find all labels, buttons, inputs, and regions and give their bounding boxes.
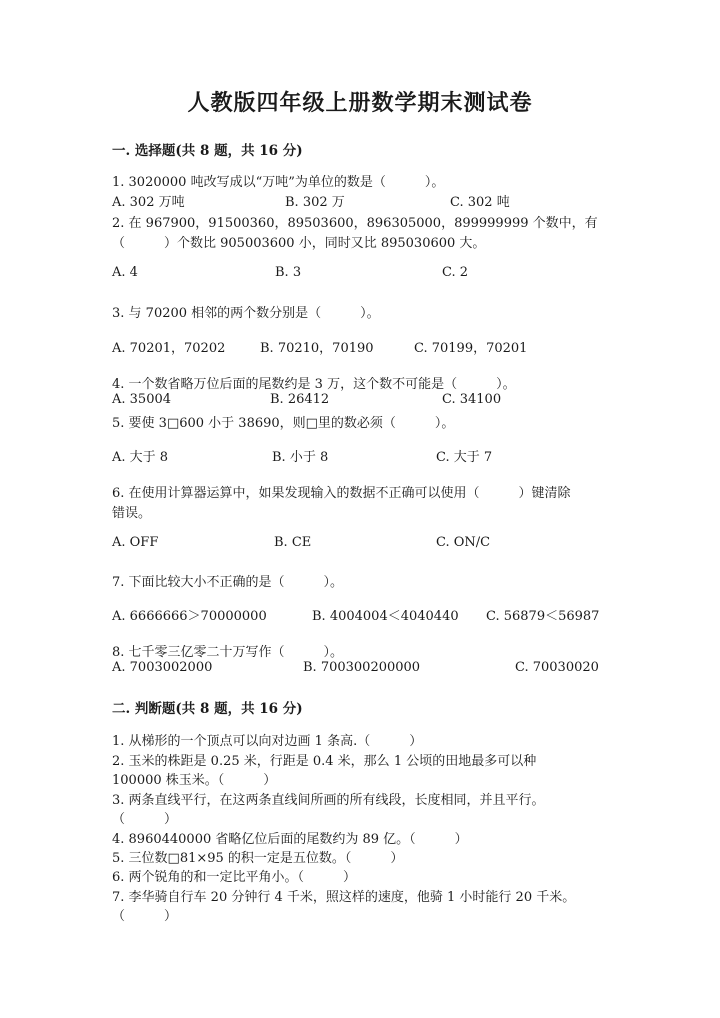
judgement-item: 3. 两条直线平行，在这两条直线间所画的所有线段，长度相同，并且平行。 <box>112 793 545 808</box>
option-c: C. 70030020 <box>515 660 599 675</box>
option-c: C. ON/C <box>436 535 491 550</box>
option-a: A. 302 万吨 <box>112 195 185 210</box>
question-line: 4. 一个数省略万位后面的尾数约是 3 万，这个数不可能是（ ）。 <box>112 377 516 392</box>
section-heading-choice: 一. 选择题(共 8 题，共 16 分) <box>112 143 303 159</box>
option-c: C. 大于 7 <box>436 450 493 465</box>
option-a: A. 7003002000 <box>112 660 213 675</box>
judgement-item: 7. 李华骑自行车 20 分钟行 4 千米，照这样的速度，他骑 1 小时能行 20 千米。 <box>112 890 576 905</box>
option-b: B. 70210，70190 <box>260 341 374 356</box>
question-line: 2. 在 967900，91500360，89503600，896305000，899999999 个数中，有 <box>112 216 598 231</box>
option-b: B. 700300200000 <box>303 660 421 675</box>
option-b: B. 小于 8 <box>272 450 329 465</box>
option-a: A. 70201，70202 <box>112 341 226 356</box>
option-c: C. 302 吨 <box>450 195 510 210</box>
judgement-item: 4. 8960440000 省略亿位后面的尾数约为 89 亿。（ ） <box>112 832 468 847</box>
section-heading-judgement: 二. 判断题(共 8 题，共 16 分) <box>112 701 303 717</box>
question-line: 5. 要使 3□600 小于 38690，则□里的数必须（ ）。 <box>112 416 455 431</box>
option-c: C. 70199，70201 <box>414 341 528 356</box>
option-b: B. 26412 <box>270 392 330 407</box>
page-title: 人教版四年级上册数学期末测试卷 <box>187 90 533 116</box>
judgement-item: 1. 从梯形的一个顶点可以向对边画 1 条高.（ ） <box>112 734 423 749</box>
judgement-item: 5. 三位数□81×95 的积一定是五位数。（ ） <box>112 851 404 866</box>
question-line: 3. 与 70200 相邻的两个数分别是（ ）。 <box>112 306 380 321</box>
option-a: A. OFF <box>112 535 159 550</box>
option-c: C. 2 <box>442 265 469 280</box>
option-b: B. CE <box>274 535 312 550</box>
judgement-item: 2. 玉米的株距是 0.25 米，行距是 0.4 米，那么 1 公顷的田地最多可以种 <box>112 754 537 769</box>
question-line: （ ）个数比 905003600 小，同时又比 895030600 大。 <box>112 236 486 251</box>
option-c: C. 34100 <box>442 392 502 407</box>
option-a: A. 大于 8 <box>112 450 169 465</box>
judgement-item: 6. 两个锐角的和一定比平角小。（ ） <box>112 870 357 885</box>
option-a: A. 35004 <box>112 392 172 407</box>
option-c: C. 56879＜56987 <box>486 609 600 624</box>
option-a: A. 6666666＞70000000 <box>112 609 267 624</box>
question-line: 6. 在使用计算器运算中，如果发现输入的数据不正确可以使用（ ）键清除 <box>112 486 571 501</box>
judgement-item: 100000 株玉米。（ ） <box>112 773 277 788</box>
option-b: B. 302 万 <box>285 195 345 210</box>
question-line: 错误。 <box>112 506 152 521</box>
option-b: B. 4004004＜4040440 <box>312 609 459 624</box>
question-line: 8. 七千零三亿零二十万写作（ ）。 <box>112 645 344 660</box>
question-line: 7. 下面比较大小不正确的是（ ）。 <box>112 575 344 590</box>
question-line: 1. 3020000 吨改写成以“万吨”为单位的数是（ ）。 <box>112 175 445 190</box>
judgement-item: （ ） <box>112 909 178 924</box>
judgement-item: （ ） <box>112 812 178 827</box>
option-a: A. 4 <box>112 265 138 280</box>
option-b: B. 3 <box>275 265 302 280</box>
